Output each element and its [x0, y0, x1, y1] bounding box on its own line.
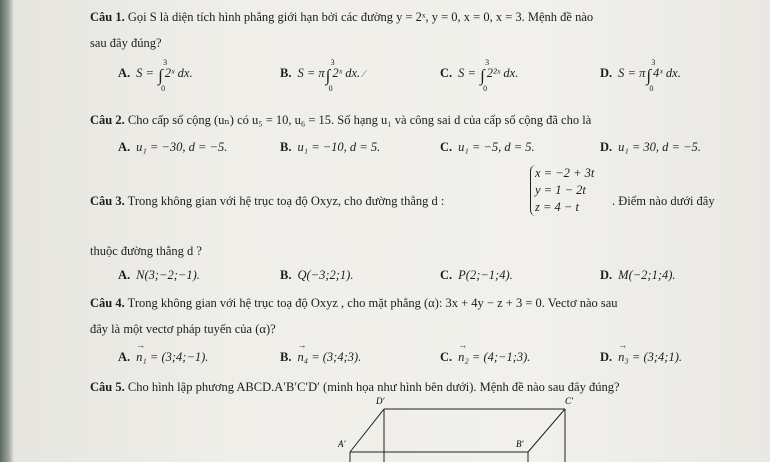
question-4-text: Trong không gian với hệ trục toạ độ Oxyz , cho mặt phẳng (α): 3x + 4y − z + 3 = 0. Vectơ nào sau: [127, 296, 618, 310]
option-text: P(2;−1;4).: [458, 268, 513, 282]
question-1-text-continued: sau đây đúng?: [90, 36, 162, 50]
vector-name: → n₂: [458, 350, 469, 365]
option-prefix: S = π: [297, 66, 325, 80]
option-key: C.: [440, 140, 453, 154]
option-key: B.: [280, 66, 292, 80]
vector-name: → n₃: [618, 350, 629, 365]
option-key: C.: [440, 268, 453, 282]
question-5-label: Câu 5.: [90, 380, 125, 394]
integral-sign: ∫ 3 0: [325, 58, 335, 93]
integral-sign: ∫ 3 0: [158, 58, 168, 93]
option-prefix: S =: [136, 66, 158, 80]
option-text: = (3;4;3).: [308, 350, 362, 364]
question-4-text-continued: đây là một vectơ pháp tuyến của (α)?: [90, 322, 276, 336]
label-d-prime: D′: [376, 396, 385, 406]
question-3-text-after: . Điểm nào dưới đây: [612, 194, 715, 208]
option-key: D.: [600, 140, 613, 154]
option-text: = (3;4;−1).: [146, 350, 209, 364]
system-eq-y: y = 1 − 2t: [535, 183, 586, 197]
integral-lower: 0: [649, 84, 654, 93]
label-b-prime: B′: [516, 439, 524, 449]
question-3-label: Câu 3.: [90, 194, 125, 208]
option-prefix: S =: [458, 66, 480, 80]
question-5-text: Cho hình lập phương ABCD.A′B′C′D′ (minh họa như hình bên dưới). Mệnh đề nào sau đây đúng?: [127, 380, 620, 394]
integral-upper: 3: [163, 58, 168, 67]
label-a-prime: A′: [338, 439, 346, 449]
question-1-text: Gọi S là diện tích hình phẳng giới hạn bởi các đường y = 2ˣ, y = 0, x = 0, x = 3. Mệnh đề nào: [127, 10, 594, 24]
system-eq-z: z = 4 − t: [535, 200, 579, 214]
option-key: B.: [280, 268, 292, 282]
option-text: N(3;−2;−1).: [136, 268, 200, 282]
option-text: = (4;−1;3).: [468, 350, 531, 364]
option-key: A.: [118, 140, 131, 154]
option-text: u₁ = −10, d = 5.: [297, 140, 381, 154]
option-text: Q(−3;2;1).: [297, 268, 354, 282]
integral-upper: 3: [330, 58, 335, 67]
option-text: = (3;4;1).: [628, 350, 682, 364]
pen-mark: ⁄: [363, 68, 366, 80]
option-text: M(−2;1;4).: [618, 268, 676, 282]
option-key: B.: [280, 140, 292, 154]
system-eq-x: x = −2 + 3t: [535, 166, 595, 180]
option-key: C.: [440, 66, 453, 80]
integral-sign: ∫ 3 0: [480, 58, 490, 93]
integral-upper: 3: [651, 58, 656, 67]
integrand: 4ˣ dx.: [653, 66, 681, 80]
option-key: C.: [440, 350, 453, 364]
integrand: 2ˣ dx.: [164, 66, 193, 80]
option-key: A.: [118, 350, 131, 364]
option-key: A.: [118, 268, 131, 282]
question-2-label: Câu 2.: [90, 113, 125, 127]
option-key: A.: [118, 66, 131, 80]
integral-lower: 0: [483, 84, 488, 93]
cube-edge-left-diag: [350, 409, 384, 452]
option-key: B.: [280, 350, 292, 364]
option-key: D.: [600, 268, 613, 282]
question-4-label: Câu 4.: [90, 296, 125, 310]
option-text: u₁ = −5, d = 5.: [458, 140, 535, 154]
option-text: u₁ = 30, d = −5.: [618, 140, 701, 154]
label-c-prime: C′: [565, 396, 573, 406]
integrand: 2²ˣ dx.: [486, 66, 519, 80]
integral-lower: 0: [161, 84, 166, 93]
question-3-text-continued: thuộc đường thẳng d ?: [90, 244, 202, 258]
vector-name: → n₁: [136, 350, 147, 365]
option-text: u₁ = −30, d = −5.: [136, 140, 228, 154]
question-1-label: Câu 1.: [90, 10, 125, 24]
integrand: 2ˣ dx.: [332, 66, 361, 80]
option-prefix: S = π: [618, 66, 646, 80]
question-3-text: Trong không gian với hệ trục toạ độ Oxyz, cho đường thẳng d :: [127, 194, 445, 208]
cube-edge-right-diag: [528, 409, 565, 452]
option-key: D.: [600, 350, 613, 364]
integral-upper: 3: [485, 58, 490, 67]
vector-name: → n₄: [297, 350, 308, 365]
question-2-text: Cho cấp số cộng (uₙ) có u₅ = 10, u₆ = 15. Số hạng u₁ và công sai d của cấp số cộng đã cho là: [127, 113, 592, 127]
integral-sign: ∫ 3 0: [646, 58, 656, 93]
option-key: D.: [600, 66, 613, 80]
integral-lower: 0: [328, 84, 333, 93]
